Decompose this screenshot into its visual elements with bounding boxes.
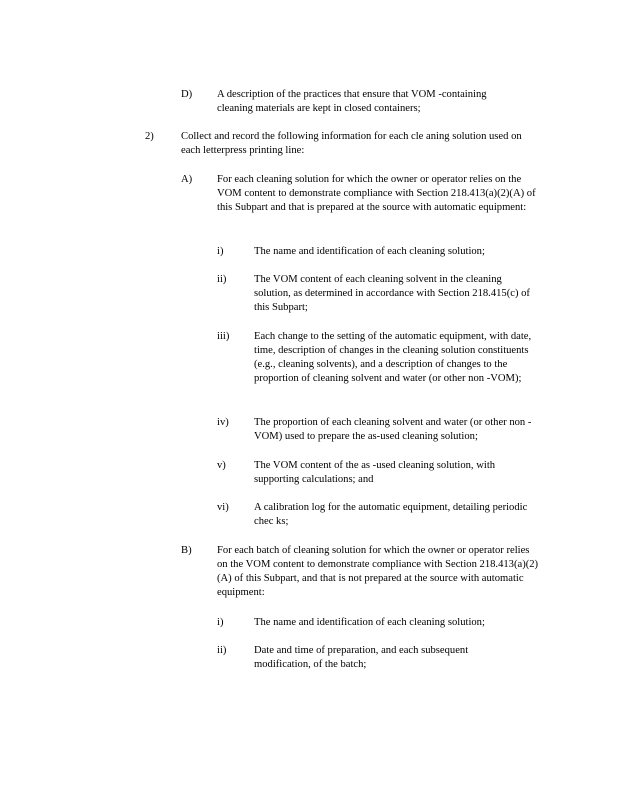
item-text: The VOM content of each cleaning solvent in the cleaning solution, as determined in accordance with Section 218.415(c) of this Subpart; xyxy=(254,274,530,313)
item-label: iv) xyxy=(217,417,229,428)
item-label: iii) xyxy=(217,331,230,342)
item-label: vi) xyxy=(217,502,229,513)
item-text: A calibration log for the automatic equipment, detailing periodic chec ks; xyxy=(254,502,528,527)
item-label: ii) xyxy=(217,274,227,285)
item-text: For each cleaning solution for which the owner or operator relies on the VOM content to demonstrate compliance with Section 218.413(a)(2)(A) of this Subpart and that is prepared at the source with automatic equipment: xyxy=(217,174,536,213)
item-label: D) xyxy=(181,89,193,100)
item-text: The name and identification of each cleaning solution; xyxy=(254,246,485,257)
item-label: ii) xyxy=(217,645,227,656)
item-label: B) xyxy=(181,545,192,556)
item-label: A) xyxy=(181,174,193,185)
item-label: i) xyxy=(217,617,224,628)
item-text: For each batch of cleaning solution for which the owner or operator relies on the VOM content to demonstrate compliance with Section 218.413(a)(2)(A) of this Subpart, and that is not prepared at the source with automatic equipment: xyxy=(217,545,539,598)
item-text: A description of the practices that ensure that VOM -containing cleaning materials are kept in closed containers; xyxy=(217,89,487,114)
item-text: The name and identification of each cleaning solution; xyxy=(254,617,485,628)
item-label: v) xyxy=(217,460,226,471)
item-text: Each change to the setting of the automatic equipment, with date, time, description of changes in the cleaning solution constituents (e.g., cleaning solvents), and a description of changes to the proportion of cleaning solvent and water (or other non -VOM); xyxy=(254,331,532,384)
item-text: The proportion of each cleaning solvent and water (or other non -VOM) used to prepare the as-used cleaning solution; xyxy=(254,417,532,442)
item-text: Collect and record the following information for each cle aning solution used on each letterpress printing line: xyxy=(181,131,522,156)
item-text: Date and time of preparation, and each subsequent modification, of the batch; xyxy=(254,645,469,670)
item-text: The VOM content of the as -used cleaning solution, with supporting calculations; and xyxy=(254,460,496,485)
item-label: 2) xyxy=(145,131,154,142)
item-label: i) xyxy=(217,246,224,257)
